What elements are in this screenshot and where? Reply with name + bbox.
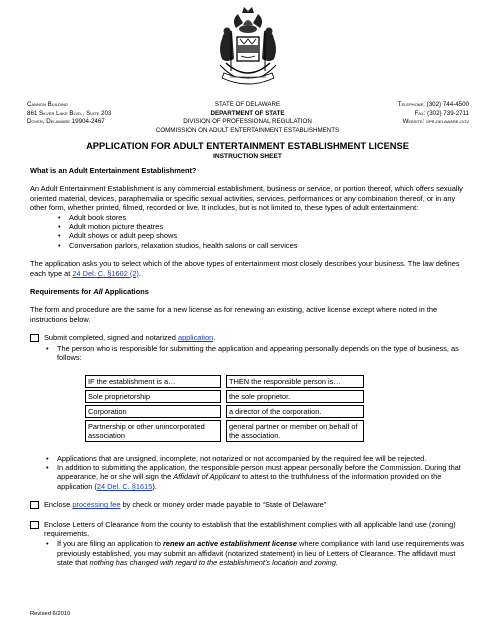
list-item: • Conversation parlors, relaxation studios, health salons or call services [56,241,470,250]
renewal-note-italic: nothing has changed with regard to the establishment’s location and zoning. [89,558,338,568]
responsible-person-table [80,373,369,444]
header-contact [398,101,469,127]
page-title: APPLICATION FOR ADULT ENTERTAINMENT ESTABLISHMENT LICENSE [86,141,409,151]
law-reference-paragraph [30,259,470,278]
table-row [85,420,364,442]
clearance-checkbox[interactable] [30,521,39,529]
header-department: DEPARTMENT OF STATE [210,109,285,117]
table-row [85,390,364,403]
header-address [27,101,111,127]
header-division: DIVISION OF PROFESSIONAL REGULATION [183,118,312,126]
fee-item-prefix: Enclose [44,500,71,510]
header-building: Cannon Building [27,101,68,108]
clearance-notes [30,539,470,567]
list-item: • Adult shows or adult peep shows [56,231,470,240]
law-reference-end: . [138,268,141,278]
application-notes [30,344,470,363]
fee-checkbox[interactable] [30,501,39,509]
header-website: Website: dpr.delaware.gov [402,118,469,126]
requirements-heading-suffix: Applications [104,287,149,297]
list-item: • Adult book stores [56,213,470,222]
definition-paragraph [30,184,470,212]
requirements-intro: The form and procedure are the same for a new license as for renewing an existing, active license except where noted in the instructions below. [30,305,438,324]
application-item-text: Submit completed, signed and notarized [44,333,176,343]
table-cell: Partnership or other unincorporated association [85,420,221,442]
table-cell: a director of the corporation. [226,405,364,418]
checklist-item-fee [30,500,470,509]
list-item: • Applications that are unsigned, incomplete, not notarized or not accompanied by the required fee will be rejected. [44,454,470,463]
table-header-cell: IF the establishment is a… [85,375,221,388]
processing-fee-link[interactable]: processing fee [72,500,121,510]
requirements-heading-emphasis: All [93,287,103,297]
appearance-text-mid: to attest to the truthfulness of the information provided on the application ( [57,472,442,491]
law-reference-text: The application asks you to select which of the above types of entertainment most closely describes your business. The law defines each type at [30,259,460,278]
table-cell: Sole proprietorship [85,390,221,403]
header-commission: COMMISSION ON ADULT ENTERTAINMENT ESTABLISHMENTS [155,126,340,134]
header-fax: Fax: (302) 739-2711 [414,109,469,117]
statute-1615-link[interactable]: 24 Del. C. §1615 [96,481,153,491]
appearance-text: In addition to submitting the application, the responsible person must appear personally before the Commission. During that appearance, he or she will sign the [57,462,461,482]
table-cell: the sole proprietor. [226,390,364,403]
header-agency [150,101,345,135]
definition-text: An Adult Entertainment Establishment is any commercial establishment, business or service, or portion thereof, which offers sexually oriented material, devices, paraphernalia or specific sexual activities, services, performances or any combination thereof, or in any other form, whether printed, filmed, recorded or live. It includes, but is not limited to, these types of adult entertainment: [30,184,463,213]
header-city: Dover, Delaware 19904-2467 [27,118,105,126]
appearance-text-end: ). [152,481,157,491]
submission-notes [30,454,470,492]
affidavit-title: Affidavit of Applicant [173,472,240,482]
revision-date: Revised 6/2010 [30,611,71,617]
table-cell: general partner or member on behalf of the association. [226,420,364,442]
page-subtitle: INSTRUCTION SHEET [213,153,282,160]
list-item [44,539,470,567]
list-item: • Adult motion picture theatres [56,222,470,231]
application-link[interactable]: application [177,333,214,343]
header-telephone: Telephone: (302) 744-4500 [397,101,469,108]
renewal-note-text: where compliance with land use requirements was previously established, you may submit an affidavit (notarized statement) in lieu of Letters of Clearance. The affidavit must state that [57,539,465,568]
checklist-item-application [30,333,470,342]
checklist-item-clearance [30,520,470,539]
clearance-item-text: Enclose Letters of Clearance from the county to establish that the establishment complies with all applicable land use (zoning) requirements. [44,519,456,538]
renewal-note-prefix: If you are filing an application to [57,539,161,549]
requirements-heading [30,287,470,296]
renewal-note-emphasis: renew an active establishment license [163,539,297,549]
requirements-heading-prefix: Requirements for [30,287,92,297]
table-header-row [85,375,364,388]
header-state: STATE OF DELAWARE [214,101,281,108]
application-checkbox[interactable] [30,334,39,342]
application-item-end: . [213,333,216,343]
table-row [85,405,364,418]
definition-heading: What is an Adult Entertainment Establishment? [30,166,197,175]
delaware-state-seal [212,3,284,89]
table-header-cell: THEN the responsible person is… [226,375,364,388]
list-item: • The person who is responsible for submitting the application and appearing personally depends on the type of business, as follows: [44,344,470,363]
header-street: 861 Silver Lake Blvd., Suite 203 [27,109,112,117]
table-cell: Corporation [85,405,221,418]
entertainment-types-list [30,213,470,251]
fee-item-text: by check or money order made payable to “State of Delaware” [122,500,327,510]
list-item [44,463,470,491]
statute-1602-link[interactable]: 24 Del. C. §1602 (2) [72,268,139,278]
instructions-body [30,166,470,577]
